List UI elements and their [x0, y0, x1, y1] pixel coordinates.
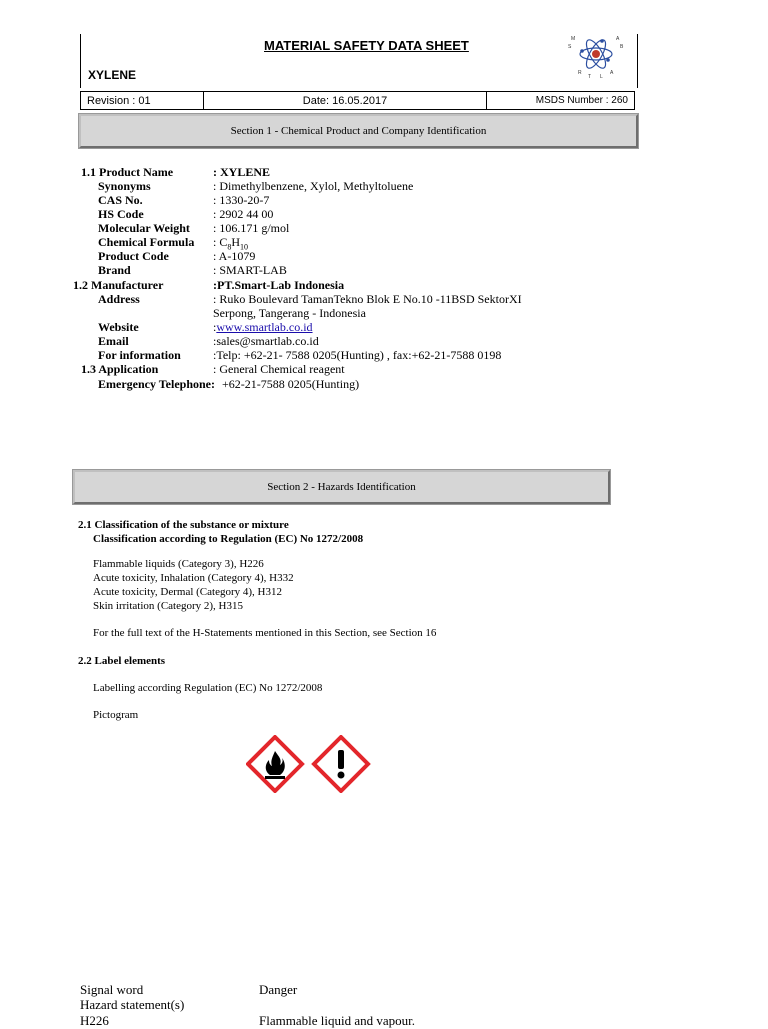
svg-text:R: R: [578, 70, 582, 76]
revision-table: [80, 91, 635, 110]
header-right-border: [637, 34, 638, 88]
labelling-text: Labelling according Regulation (EC) No 1272/2008: [93, 682, 323, 694]
label-application: 1.3 Application: [81, 362, 159, 376]
svg-text:L: L: [600, 74, 603, 80]
classification-item: Acute toxicity, Inhalation (Category 4), H332: [93, 572, 294, 584]
date-cell: Date: 16.05.2017: [204, 92, 487, 110]
smart-lab-logo: [564, 30, 628, 84]
pictogram-label: Pictogram: [93, 709, 139, 721]
label-product-code: Product Code: [98, 249, 169, 263]
value-manufacturer: :PT.Smart-Lab Indonesia: [213, 278, 345, 292]
flame-pictogram-icon: [248, 737, 302, 791]
h226-code: H226: [80, 1013, 109, 1028]
svg-text:A: A: [610, 70, 614, 76]
svg-text:T: T: [588, 74, 592, 80]
h226-text: Flammable liquid and vapour.: [259, 1013, 415, 1028]
exclamation-pictogram-icon: [314, 737, 368, 791]
hazard-statements-label: Hazard statement(s): [80, 997, 185, 1012]
value-chemical-formula: : $C_8H_{10}$: [213, 235, 249, 252]
value-for-information: :Telp: +62-21- 7588 0205(Hunting) , fax:+62-21-7588 0198: [213, 348, 502, 362]
label-manufacturer: 1.2 Manufacturer: [73, 278, 164, 292]
label-hs-code: HS Code: [98, 207, 144, 221]
section-2-header: Section 2 - Hazards Identification: [73, 470, 610, 504]
label-cas: CAS No.: [98, 193, 143, 207]
svg-text:M: M: [571, 36, 576, 42]
label-molecular-weight: Molecular Weight: [98, 221, 190, 235]
label-product-name: 1.1 Product Name: [81, 165, 174, 179]
value-product-code: : A-1079: [213, 249, 256, 263]
header-left-border: [80, 34, 81, 88]
value-email: :sales@smartlab.co.id: [213, 334, 319, 348]
label-email: Email: [98, 334, 129, 348]
value-brand: : SMART-LAB: [213, 263, 287, 277]
revision-cell: Revision : 01: [81, 92, 204, 110]
svg-text:A: A: [616, 36, 620, 42]
classification-item: Skin irritation (Category 2), H315: [93, 600, 244, 612]
document-title: MATERIAL SAFETY DATA SHEET: [264, 38, 469, 53]
heading-2-2: 2.2 Label elements: [78, 655, 166, 667]
ghs-pictograms: [246, 735, 374, 793]
heading-2-1-regulation: Classification according to Regulation (EC) No 1272/2008: [93, 533, 364, 545]
label-address: Address: [98, 292, 140, 306]
value-molecular-weight: : 106.171 g/mol: [213, 221, 290, 235]
svg-text:S: S: [568, 44, 572, 50]
section-1-header: Section 1 - Chemical Product and Company Identification: [79, 114, 638, 148]
value-emergency-telephone: +62-21-7588 0205(Hunting): [222, 377, 360, 391]
label-chemical-formula: Chemical Formula: [98, 235, 195, 249]
classification-item: Acute toxicity, Dermal (Category 4), H312: [93, 586, 282, 598]
label-website: Website: [98, 320, 139, 334]
heading-2-1: 2.1 Classification of the substance or mixture: [78, 519, 289, 531]
value-hs-code: : 2902 44 00: [213, 207, 274, 221]
label-for-information: For information: [98, 348, 181, 362]
full-text-note: For the full text of the H-Statements mentioned in this Section, see Section 16: [93, 627, 437, 639]
value-cas: : 1330-20-7: [213, 193, 270, 207]
label-synonyms: Synonyms: [98, 179, 151, 193]
signal-word-label: Signal word: [80, 982, 144, 997]
value-application: : General Chemical reagent: [213, 362, 345, 376]
classification-item: Flammable liquids (Category 3), H226: [93, 558, 264, 570]
svg-text:B: B: [620, 44, 624, 50]
msds-number-cell: MSDS Number : 260: [487, 92, 635, 110]
product-name-heading: XYLENE: [88, 68, 137, 82]
label-brand: Brand: [98, 263, 131, 277]
value-address-line2: Serpong, Tangerang - Indonesia: [213, 306, 366, 320]
value-synonyms: : Dimethylbenzene, Xylol, Methyltoluene: [213, 179, 414, 193]
value-address: : Ruko Boulevard TamanTekno Blok E No.10 -11BSD SektorXI: [213, 292, 522, 306]
label-emergency-telephone: Emergency Telephone:: [98, 377, 215, 391]
value-product-name: : XYLENE: [213, 165, 271, 179]
value-website: :www.smartlab.co.id: [213, 320, 313, 334]
signal-word-value: Danger: [259, 982, 298, 997]
website-link[interactable]: www.smartlab.co.id: [216, 320, 313, 334]
